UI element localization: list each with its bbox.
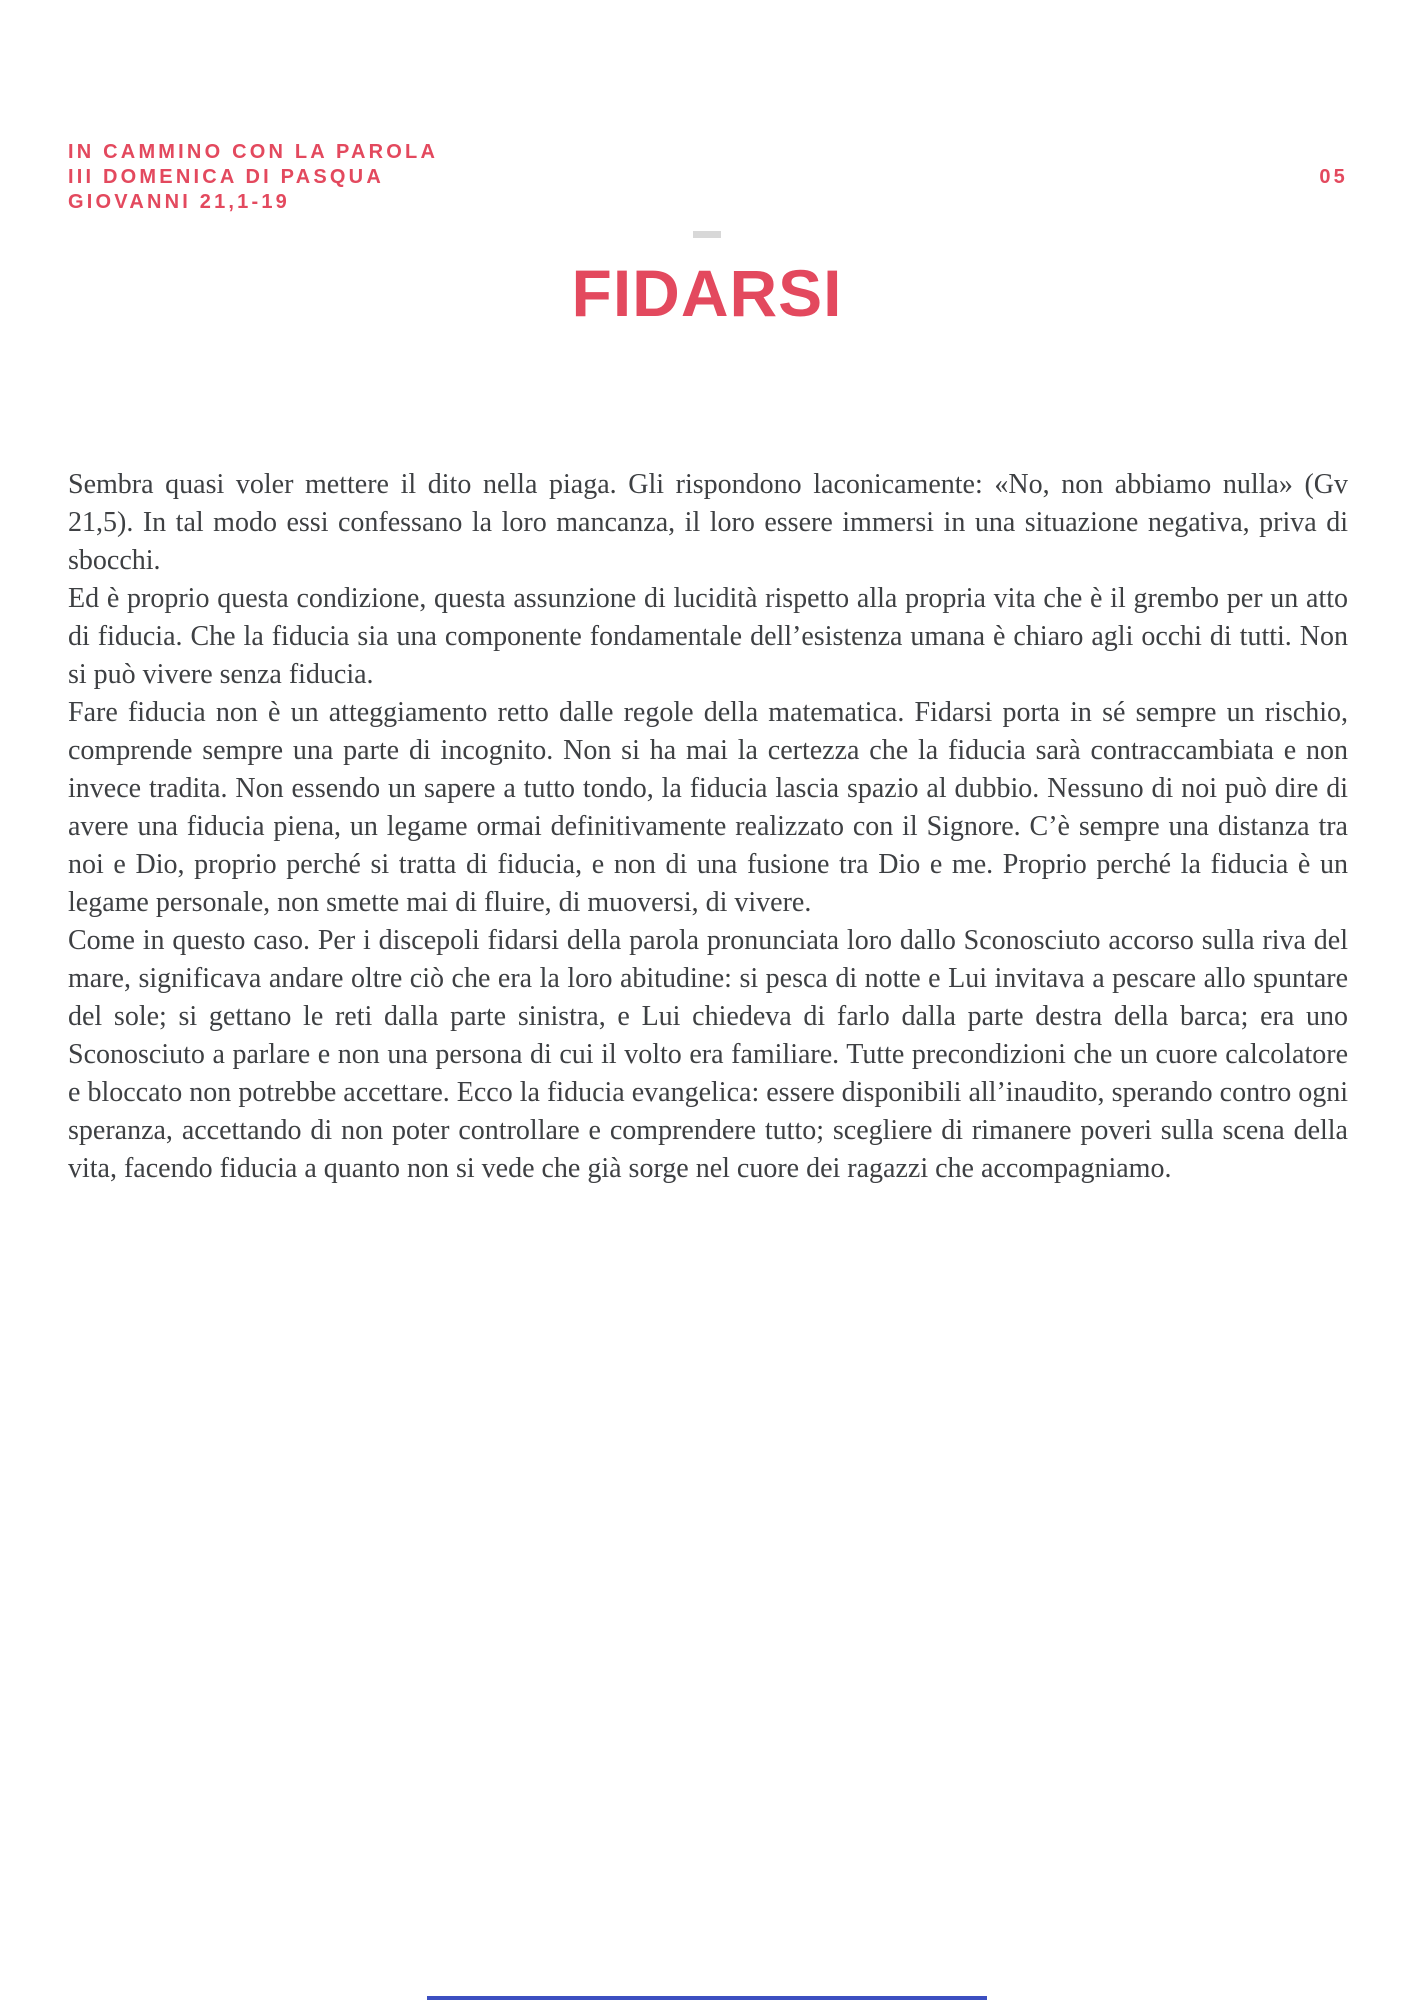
section-divider-dash (693, 231, 721, 238)
paragraph-2: Ed è proprio questa condizione, questa assunzione di lucidità rispetto alla propria vita che è il grembo per un atto di fiducia. Che la fiducia sia una componente fondamentale dell’esistenza umana è chiaro agli occhi di tutti. Non si può vivere senza fiducia. (68, 583, 1348, 690)
page-title: FIDARSI (571, 256, 843, 330)
kicker-line-gospel-reference: GIOVANNI 21,1-19 (68, 191, 291, 213)
kicker-line-sunday: III DOMENICA DI PASQUA (68, 166, 384, 188)
paragraph-4: Come in questo caso. Per i discepoli fidarsi della parola pronunciata loro dallo Sconosciuto accorso sulla riva del mare, significava andare oltre ciò che era la loro abitudine: si pesca di notte e Lui invitava a pescare allo spuntare del sole; si gettano le reti dalla parte sinistra, e Lui chiedeva di farlo dalla parte destra della barca; era uno Sconosciuto a parlare e non una persona di cui il volto era familiare. Tutte precondizioni che un cuore calcolatore e bloccato non potrebbe accettare. Ecco la fiducia evangelica: essere disponibili all’inaudito, sperando contro ogni speranza, accettando di non poter controllare e comprendere tutto; scegliere di rimanere poveri sulla scena della vita, facendo fiducia a quanto non si vede che già sorge nel cuore dei ragazzi che accompagniamo. (68, 925, 1348, 1184)
paragraph-1: Sembra quasi voler mettere il dito nella piaga. Gli rispondono laconicamente: «No, non abbiamo nulla» (Gv 21,5). In tal modo essi confessano la loro mancanza, il loro essere immersi in una situazione negativa, priva di sbocchi. (68, 469, 1348, 576)
article-body (68, 466, 1348, 1188)
paragraph-3: Fare fiducia non è un atteggiamento retto dalle regole della matematica. Fidarsi porta in sé sempre un rischio, comprende sempre una parte di incognito. Non si ha mai la certezza che la fiducia sarà contraccambiata e non invece tradita. Non essendo un sapere a tutto tondo, la fiducia lascia spazio al dubbio. Nessuno di noi può dire di avere una fiducia piena, un legame ormai definitivamente realizzato con il Signore. C’è sempre una distanza tra noi e Dio, proprio perché si tratta di fiducia, e non di una fusione tra Dio e me. Proprio perché la fiducia è un legame personale, non smette mai di fluire, di muoversi, di vivere. (68, 697, 1348, 918)
page-number: 05 (1319, 166, 1348, 188)
kicker (68, 140, 438, 215)
footer-accent-bar (427, 1996, 987, 2000)
kicker-line-series-title: IN CAMMINO CON LA PAROLA (68, 141, 439, 163)
